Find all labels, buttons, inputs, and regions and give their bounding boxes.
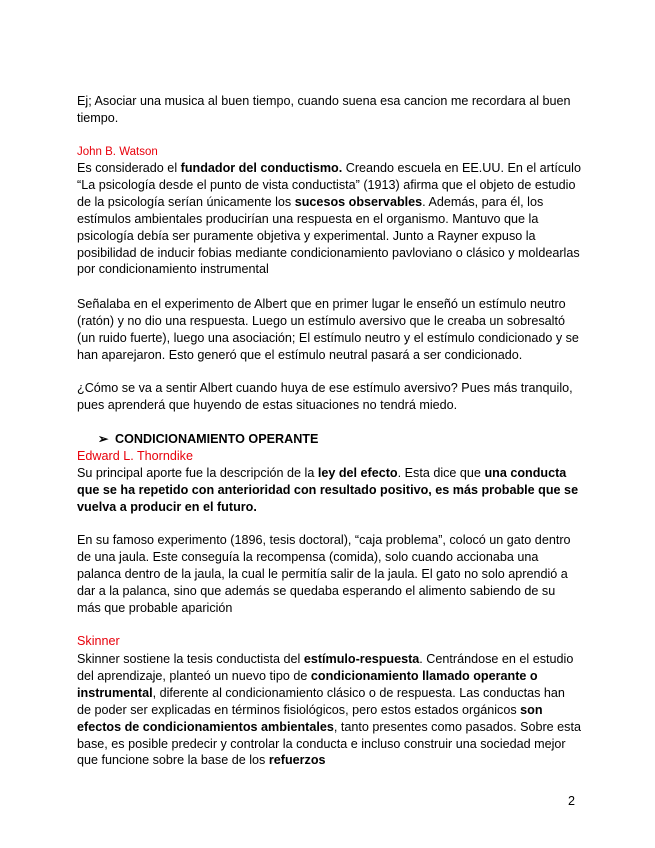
skinner-heading: Skinner	[77, 634, 120, 648]
thorndike-heading: Edward L. Thorndike	[77, 449, 193, 463]
section-heading: ➢ CONDICIONAMIENTO OPERANTE	[98, 432, 319, 446]
thorndike-paragraph-2: En su famoso experimento (1896, tesis doctoral), “caja problema”, colocó un gato dentro de una jaula. Este conseguía la recompensa (comida), solo cuando accionaba una palanca dentro de la jaula, la cual le permitía salir de la jaula. El gato no solo aprendió a dar a la palanca, sino que además se quedaba esperando el alimento sabiendo de su más que probable aparición	[77, 533, 571, 615]
watson-paragraph-1: Es considerado el fundador del conductismo. Creando escuela en EE.UU. En el artículo “La psicología desde el punto de vista conductista” (1913) afirma que el objeto de estudio de la psicología serían únicamente los sucesos observables. Además, para él, los estímulos ambientales producirían una respuesta en el organismo. Mantuvo que la psicología debía ser puramente objetiva y experimental. Junto a Rayner expuso la posibilidad de inducir fobias mediante condicionamiento pavloviano o clásico y moldearlas por condicionamiento instrumental	[77, 161, 581, 277]
watson-paragraph-2: Señalaba en el experimento de Albert que en primer lugar le enseñó un estímulo neutro (ratón) y no dio una respuesta. Luego un estímulo aversivo que le creaba un sobresaltó (un ruido fuerte), luego una asociación; El estímulo neutro y el estímulo condicionado y se han aparejaron. Esto generó que el estímulo neutral pasará a ser condicionado.	[77, 297, 579, 362]
skinner-paragraph: Skinner sostiene la tesis conductista del estímulo-respuesta. Centrándose en el estudio del aprendizaje, planteó un nuevo tipo de condicionamiento llamado operante o instrumental, diferente al condicionamiento clásico o de respuesta. Las conductas han de poder ser explicadas en términos fisiológicos, pero estos estados orgánicos son efectos de condicionamientos ambientales, tanto presentes como pasados. Sobre esta base, es posible predecir y controlar la conducta e incluso construir una sociedad mejor que funcione sobre la base de los refuerzos	[77, 652, 581, 768]
arrow-bullet-icon: ➢	[98, 432, 109, 446]
page-number: 2	[568, 794, 576, 808]
thorndike-paragraph-1: Su principal aporte fue la descripción de la ley del efecto. Esta dice que una conducta que se ha repetido con anterioridad con resultado positivo, es más probable que se vuelva a producir en el futuro.	[77, 466, 579, 514]
watson-heading: John B. Watson	[77, 146, 158, 158]
watson-paragraph-3: ¿Cómo se va a sentir Albert cuando huya de ese estímulo aversivo? Pues más tranquilo, pues aprenderá que huyendo de estas situaciones no tendrá miedo.	[77, 381, 573, 412]
example-paragraph: Ej; Asociar una musica al buen tiempo, cuando suena esa cancion me recordara al buen tiempo.	[77, 94, 571, 125]
